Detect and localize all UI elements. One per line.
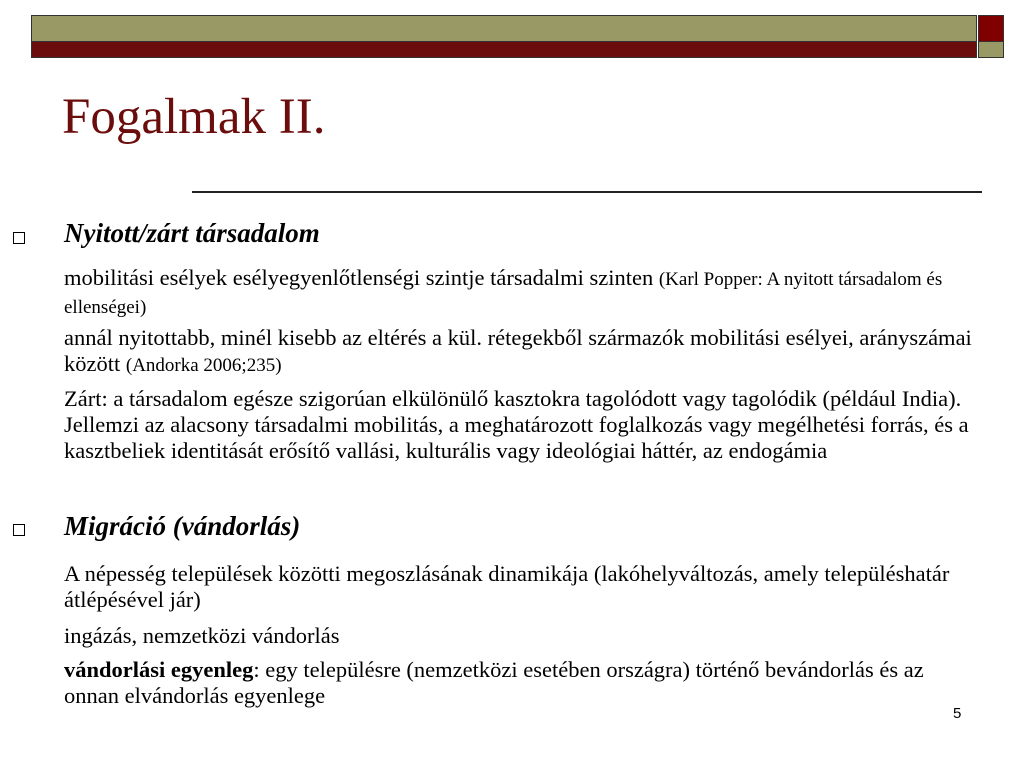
paragraph: A népesség települések közötti megoszlásának dinamikája (lakóhelyváltozás, amely településhatár átlépésével jár) bbox=[64, 561, 950, 612]
title-divider bbox=[192, 191, 982, 193]
header-square-red bbox=[978, 15, 1004, 42]
slide-title: Fogalmak II. bbox=[62, 89, 326, 145]
square-bullet-icon bbox=[13, 232, 25, 244]
header-square-olive bbox=[978, 42, 1004, 58]
section-heading-open-closed-society: Nyitott/zárt társadalom bbox=[64, 218, 320, 248]
citation: (Andorka 2006;235) bbox=[125, 355, 282, 376]
paragraph bbox=[64, 325, 984, 379]
term: vándorlási egyenleg bbox=[64, 657, 254, 682]
paragraph-text: : egy településre (nemzetközi esetében országra) történő bevándorlás és az onnan elvándorlás egyenlege bbox=[64, 657, 924, 708]
paragraph-text: annál nyitottabb, minél kisebb az eltérés a kül. rétegekből származók mobilitási esélyei, arányszámai között bbox=[64, 325, 972, 376]
header-bar-olive bbox=[31, 15, 977, 42]
paragraph bbox=[64, 657, 984, 709]
paragraph bbox=[64, 265, 984, 321]
header-bar-red bbox=[31, 42, 977, 58]
paragraph: ingázás, nemzetközi vándorlás bbox=[64, 623, 340, 648]
page-number: 5 bbox=[953, 705, 962, 722]
citation: (Karl Popper: A nyitott társadalom és ellenségei) bbox=[64, 269, 943, 318]
paragraph-text: mobilitási esélyek esélyegyenlőtlenségi szintje társadalmi szinten bbox=[64, 265, 659, 290]
square-bullet-icon bbox=[13, 524, 25, 536]
paragraph: Zárt: a társadalom egésze szigorúan elkülönülő kasztokra tagolódott vagy tagolódik (például India). Jellemzi az alacsony társadalmi mobilitás, a meghatározott foglalkozás vagy megélhetési forrás, és a kasztbeliek identitását erősítő vallási, kulturális vagy ideológiai háttér, az endogámia bbox=[64, 386, 969, 463]
section-heading-migration: Migráció (vándorlás) bbox=[64, 511, 301, 541]
